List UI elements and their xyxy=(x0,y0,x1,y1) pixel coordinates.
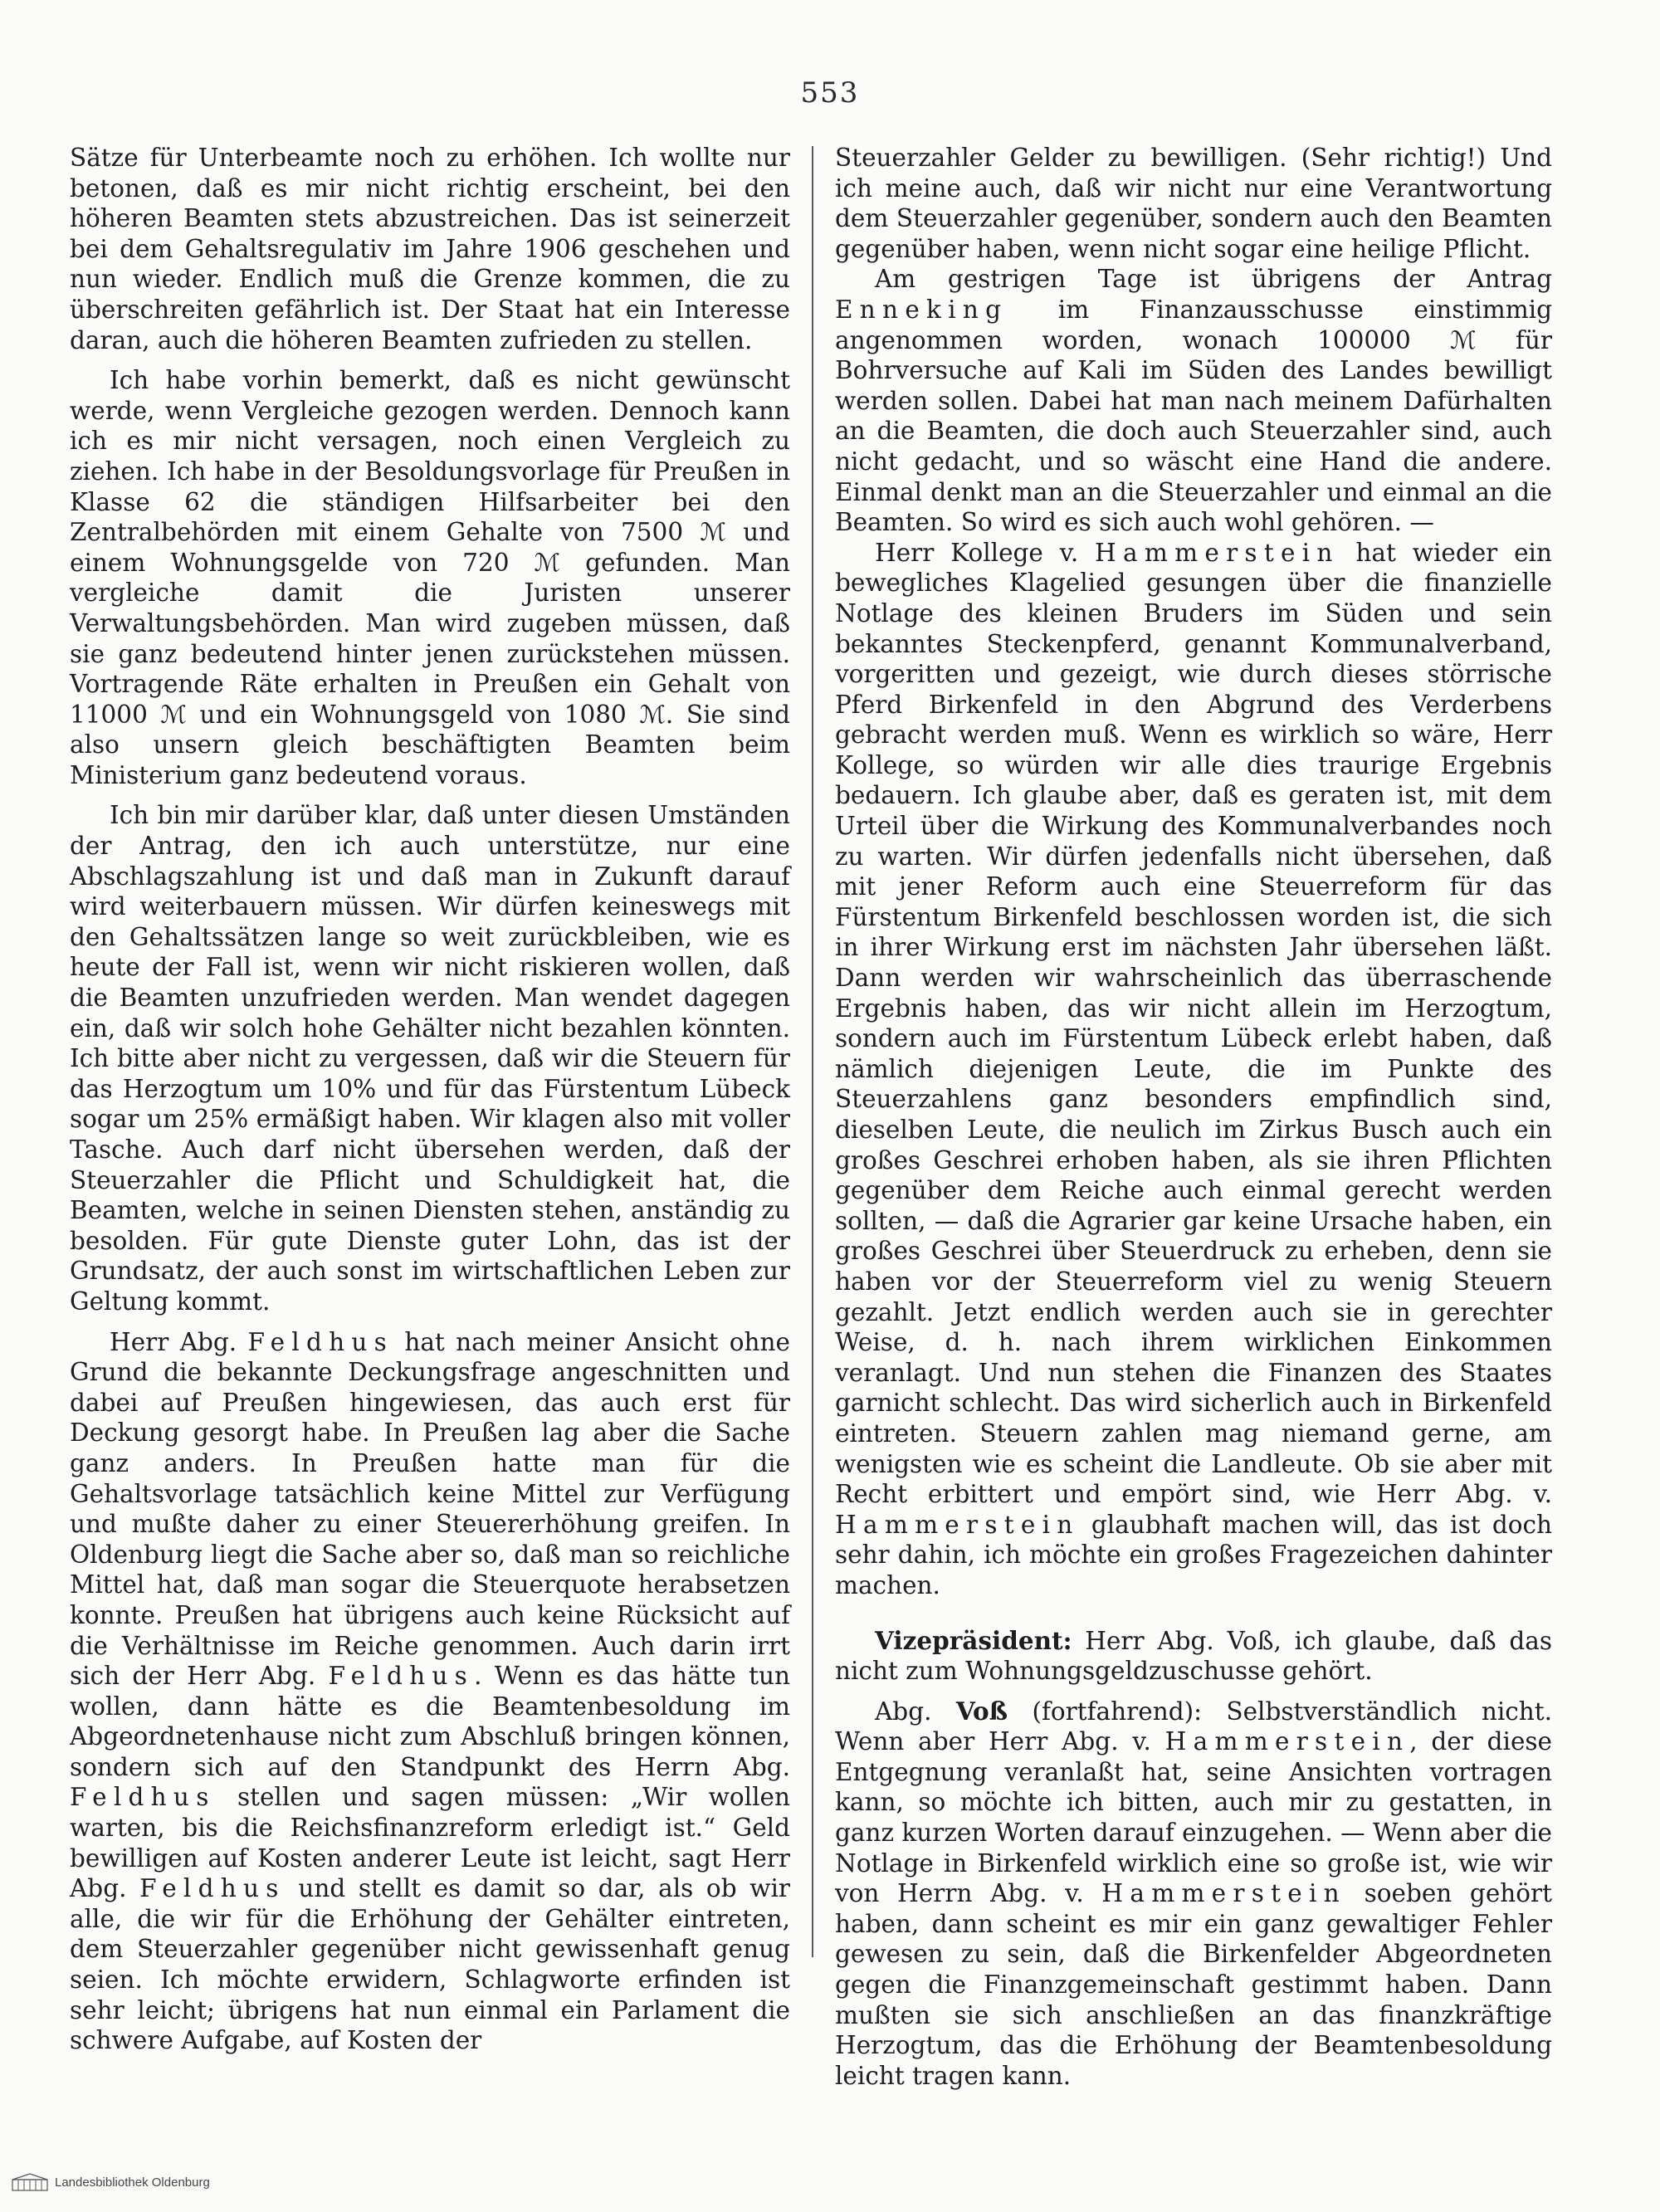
speaker-name: Hammerstein xyxy=(1101,1879,1346,1908)
paragraph xyxy=(835,264,1552,537)
speaker-name: Hammerstein xyxy=(1164,1727,1410,1756)
text-run: stellen und sagen müssen: „Wir wollen warten, bis die Reichsfinanzreform erledigt ist.“ Geld bewilligen auf Kosten anderer Leute ist leicht, sagt Herr Abg. xyxy=(70,1783,790,1903)
paragraph xyxy=(835,1626,1552,1687)
text-run: Am gestrigen Tage ist übrigens der Antrag xyxy=(875,265,1552,294)
text-run: , der diese Entgegnung veranlaßt hat, seine Ansichten vortragen kann, so möchte ich bitten, auch mir zu gestatten, in ganz kurzen Worten darauf einzugehen. — Wenn aber die Notlage in Birkenfeld wirklich eine so große ist, wie wir von Herrn Abg. v. xyxy=(835,1727,1552,1908)
text-run: glaubhaft machen will, das ist doch sehr dahin, ich möchte ein großes Fragezeichen dahinter machen. xyxy=(835,1510,1552,1599)
speaker-label: Vizepräsident: xyxy=(875,1625,1072,1655)
column-divider xyxy=(812,146,813,1957)
paragraph xyxy=(835,1697,1552,2092)
right-column xyxy=(835,143,1552,2091)
paragraph xyxy=(835,538,1552,1601)
speaker-name: Voß xyxy=(955,1696,1008,1726)
text-run: Herr Abg. xyxy=(110,1327,248,1356)
speaker-name: Feldhus xyxy=(247,1327,394,1356)
paragraph: Ich bin mir darüber klar, daß unter diesen Umständen der Antrag, den ich auch unterstütze, nur eine Abschlagszahlung ist und daß man in Zukunft darauf wird weiterbauern müssen. Wir dürfen keineswegs mit den Gehaltssätzen lange so weit zurückbleiben, wie es heute der Fall ist, wenn wir nicht riskieren wollen, daß die Beamten unzufrieden werden. Man wendet dagegen ein, daß wir solch hohe Gehälter nicht bezahlen könnten. Ich bitte aber nicht zu vergessen, daß wir die Steuern für das Herzogtum um 10% und für das Fürstentum Lübeck sogar um 25% ermäßigt haben. Wir klagen also mit voller Tasche. Auch darf nicht übersehen werden, daß der Steuerzahler die Pflicht und Schuldigkeit hat, die Beamten, welche in seinen Diensten stehen, anständig zu besolden. Für gute Dienste guter Lohn, das ist der Grundsatz, der auch sonst im wirtschaftlichen Leben zur Geltung kommt. xyxy=(70,801,790,1316)
paragraph xyxy=(70,1327,790,2056)
text-run: (fortfahrend): Selbstverständlich nicht. Wenn aber Herr Abg. v. xyxy=(835,1697,1553,1756)
text-run: hat nach meiner Ansicht ohne Grund die bekannte Deckungsfrage angeschnitten und dabei auf Preußen hingewiesen, das auch erst für Deckung gesorgt habe. In Preußen lag aber die Sache ganz anders. In Preußen hatte man für die Gehaltsvorlage tatsächlich keine Mittel zur Verfügung und mußte daher zu einer Steuererhöhung greifen. In Oldenburg liegt die Sache aber so, daß man so reichliche Mittel hat, daß man sogar die Steuerquote herabsetzen konnte. Preußen hat übrigens auch keine Rücksicht auf die Verhältnisse im Reiche genommen. Auch darin irrt sich der Herr Abg. xyxy=(70,1327,790,1691)
paragraph: Sätze für Unterbeamte noch zu erhöhen. Ich wollte nur betonen, daß es mir nicht richtig erscheint, bei den höheren Beamten stets abzustreichen. Das ist seinerzeit bei dem Gehaltsregulativ im Jahre 1906 geschehen und nun wieder. Endlich muß die Grenze kommen, die zu überschreiten gefährlich ist. Der Staat hat ein Interesse daran, auch die höheren Beamten zufrieden zu stellen. xyxy=(70,144,790,354)
text-run: Herr Abg. Voß, ich glaube, daß das nicht zum Wohnungsgeldzuschusse gehört. xyxy=(835,1626,1552,1686)
text-run: hat wieder ein bewegliches Klagelied gesungen über die finanzielle Notlage des kleinen Bruders im Süden und sein bekanntes Steckenpferd, genannt Kommunalverband, vorgeritten und gezeigt, wie durch dieses störrische Pferd Birkenfeld in den Abgrund des Verderbens gebracht werden muß. Wenn es wirklich so wäre, Herr Kollege, so würden wir alle dies traurige Ergebnis bedauern. Ich glaube aber, daß es geraten ist, mit dem Urteil über die Wirkung des Kommunalverbandes noch zu warten. Wir dürfen jedenfalls nicht übersehen, daß mit jener Reform auch eine Steuerreform für das Fürstentum Birkenfeld beschlossen worden ist, die sich in ihrer Wirkung erst im nächsten Jahr übersehen läßt. Dann werden wir wahrscheinlich das überraschende Ergebnis haben, das wir nicht allein im Herzogtum, sondern auch im Fürstentum Lübeck erlebt haben, daß nämlich diejenigen Leute, die im Punkte des Steuerzahlens ganz besonders empfindlich sind, dieselben Leute, die neulich im Zirkus Busch auch ein großes Geschrei erhoben haben, als sie ihren Pflichten gegenüber dem Reiche auch einmal gerecht werden sollten, — daß die Agrarier gar keine Ursache haben, ein großes Geschrei über Steuerdruck zu erheben, denn sie haben vor der Steuerreform viel zu wenig Steuern gezahlt. Jetzt endlich werden auch sie in gerechter Weise, d. h. nach ihrem wirklichen Einkommen veranlagt. Und nun stehen die Finanzen des Staates garnicht schlecht. Das wird sicherlich auch in Birkenfeld eintreten. Steuern zahlen mag niemand gerne, am wenigsten wie es scheint die Landleute. Ob sie aber mit Recht erbittert und empört sind, wie Herr Abg. v. xyxy=(835,538,1552,1509)
speaker-name: Feldhus xyxy=(139,1874,286,1903)
speaker-name: Hammerstein xyxy=(835,1510,1080,1539)
text-run: Herr Kollege v. xyxy=(875,538,1096,567)
speaker-name: Feldhus xyxy=(328,1662,475,1691)
paragraph: Ich habe vorhin bemerkt, daß es nicht gewünscht werde, wenn Vergleiche gezogen werden. Dennoch kann ich es mir nicht versagen, noch einen Vergleich zu ziehen. Ich habe in der Besoldungsvorlage für Preußen in Klasse 62 die ständigen Hilfsarbeiter bei den Zentralbehörden mit einem Gehalte von 7500 ℳ und einem Wohnungsgelde von 720 ℳ gefunden. Man vergleiche damit die Juristen unserer Verwaltungsbehörden. Man wird zugeben müssen, daß sie ganz bedeutend hinter jenen zurückstehen müssen. Vortragende Räte erhalten in Preußen ein Gehalt von 11000 ℳ und ein Wohnungsgeld von 1080 ℳ. Sie sind also unsern gleich beschäftigten Beamten beim Ministerium ganz bedeutend voraus. xyxy=(70,366,790,789)
text-run: im Finanzausschusse einstimmig angenommen worden, wonach 100000 ℳ für Bohrversuche auf Kali im Süden des Landes bewilligt werden sollen. Dabei hat man nach meinem Dafürhalten an die Beamten, die doch auch Steuerzahler sind, auch nicht gedacht, und so wäscht eine Hand die andere. Einmal denkt man an die Steuerzahler und einmal an die Beamten. So wird es sich auch wohl gehören. — xyxy=(835,295,1552,537)
library-footer xyxy=(12,2173,210,2191)
text-run: . Wenn es das hätte tun wollen, dann hätte es die Beamtenbesoldung im Abgeordnetenhause nicht zum Abschluß bringen können, sondern sich auf den Standpunkt des Herrn Abg. xyxy=(70,1662,790,1781)
library-label: Landesbibliothek Oldenburg xyxy=(55,2175,210,2190)
paragraph: Steuerzahler Gelder zu bewilligen. (Sehr richtig!) Und ich meine auch, daß wir nicht nur eine Verantwortung dem Steuerzahler gegenüber, sondern auch den Beamten gegenüber haben, wenn nicht sogar eine heilige Pflicht. xyxy=(835,144,1552,263)
left-column xyxy=(70,143,790,2056)
speaker-name: Hammerstein xyxy=(1095,538,1340,567)
speaker-name: Enneking xyxy=(835,295,1008,324)
speaker-name: Feldhus xyxy=(70,1783,216,1812)
text-run: Abg. xyxy=(875,1697,956,1726)
library-building-icon xyxy=(12,2173,48,2191)
text-run: soeben gehört haben, dann scheint es mir ein ganz gewaltiger Fehler gewesen zu sein, daß die Birkenfelder Abgeordneten gegen die Finanzgemeinschaft gestimmt haben. Dann mußten sie sich anschließen an das finanzkräftige Herzogtum, das die Erhöhung der Beamtenbesoldung leicht tragen kann. xyxy=(835,1879,1552,2090)
page-number: 553 xyxy=(800,76,860,110)
text-run: und stellt es damit so dar, als ob wir alle, die wir für die Erhöhung der Gehälter eintreten, dem Steuerzahler gegenüber nicht gewissenhaft genug seien. Ich möchte erwidern, Schlagworte erfinden ist sehr leicht; übrigens hat nun einmal ein Parlament die schwere Aufgabe, auf Kosten der xyxy=(70,1874,790,2055)
